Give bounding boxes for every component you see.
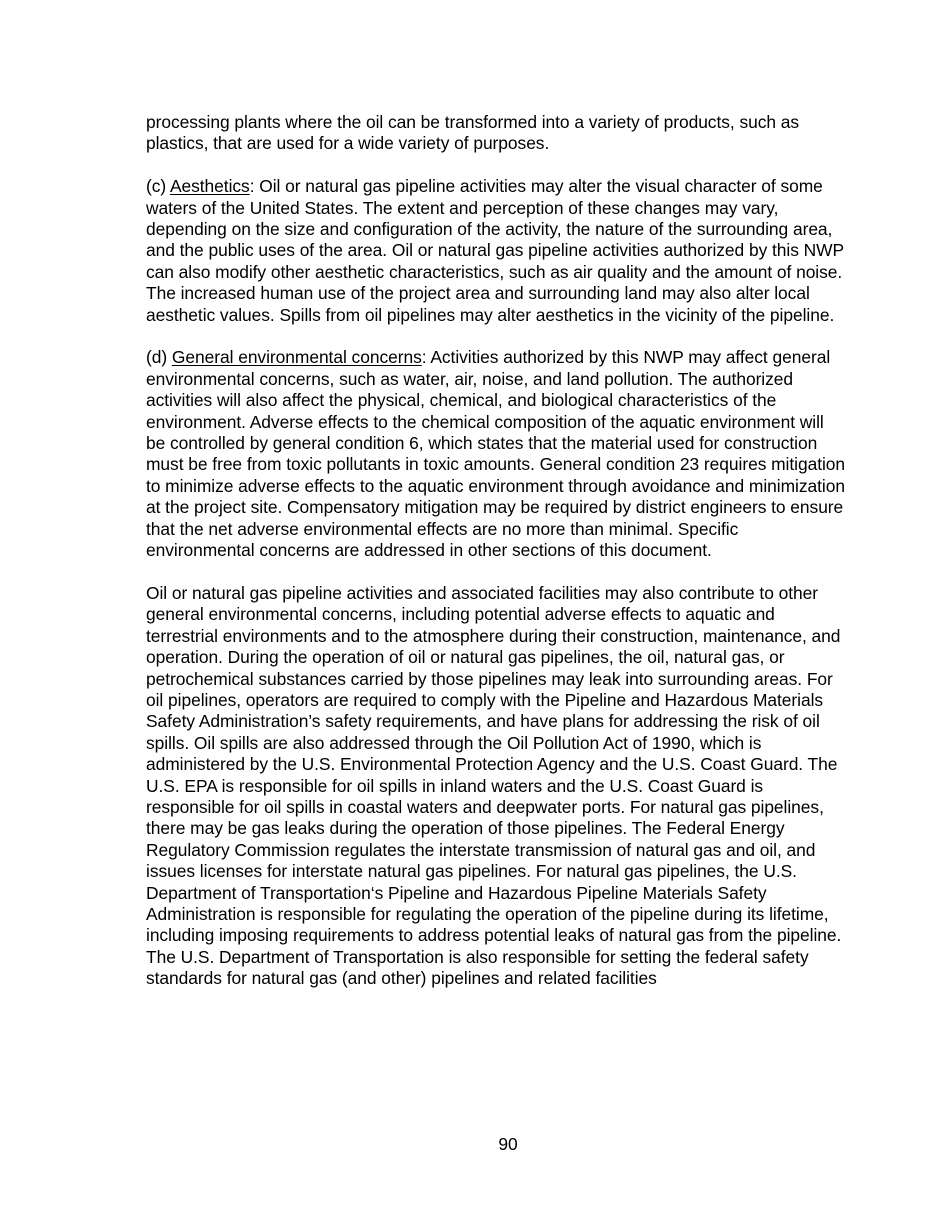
document-body <box>146 112 846 1011</box>
intro-paragraph: processing plants where the oil can be transformed into a variety of products, such as plastics, that are used for a wide variety of purposes. <box>146 112 800 154</box>
section-c-text: : Oil or natural gas pipeline activities may alter the visual character of some waters of the United States. The extent and perception of these changes may vary, depending on the size and configuration of the activity, the nature of the surrounding area, and the public uses of the area. Oil or natural gas pipeline activities authorized by this NWP can also modify other aesthetic characteristics, such as air quality and the amount of noise. The increased human use of the project area and surrounding land may also alter local aesthetic values. Spills from oil pipelines may alter aesthetics in the vicinity of the pipeline. <box>146 176 844 325</box>
page-number: 90 <box>498 1134 518 1154</box>
section-general-environmental-concerns <box>146 347 846 561</box>
section-c-heading: Aesthetics <box>169 176 250 197</box>
section-aesthetics <box>146 176 846 326</box>
section-d-heading: General environmental concerns <box>171 347 422 368</box>
section-c-prefix: (c) <box>146 176 170 197</box>
section-d-prefix: (d) <box>146 347 172 368</box>
section-d-text: : Activities authorized by this NWP may affect general environmental concerns, such as water, air, noise, and land pollution. The authorized activities will also affect the physical, chemical, and biological characteristics of the environment. Adverse effects to the chemical composition of the aquatic environment will be controlled by general condition 6, which states that the material used for construction must be free from toxic pollutants in toxic amounts. General condition 23 requires mitigation to minimize adverse effects to the aquatic environment through avoidance and minimization at the project site. Compensatory mitigation may be required by district engineers to ensure that the net adverse environmental effects are no more than minimal. Specific environmental concerns are addressed in other sections of this document. <box>146 347 846 561</box>
pipeline-concerns-paragraph: Oil or natural gas pipeline activities and associated facilities may also contribute to other general environmental concerns, including potential adverse effects to aquatic and terrestrial environments and to the atmosphere during their construction, maintenance, and operation. During the operation of oil or natural gas pipelines, the oil, natural gas, or petrochemical substances carried by those pipelines may leak into surrounding areas. For oil pipelines, operators are required to comply with the Pipeline and Hazardous Materials Safety Administration’s safety requirements, and have plans for addressing the risk of oil spills. Oil spills are also addressed through the Oil Pollution Act of 1990, which is administered by the U.S. Environmental Protection Agency and the U.S. Coast Guard. The U.S. EPA is responsible for oil spills in inland waters and the U.S. Coast Guard is responsible for oil spills in coastal waters and deepwater ports. For natural gas pipelines, there may be gas leaks during the operation of those pipelines. The Federal Energy Regulatory Commission regulates the interstate transmission of natural gas and oil, and issues licenses for interstate natural gas pipelines. For natural gas pipelines, the U.S. Department of Transportation‘s Pipeline and Hazardous Pipeline Materials Safety Administration is responsible for regulating the operation of the pipeline during its lifetime, including imposing requirements to address potential leaks of natural gas from the pipeline. The U.S. Department of Transportation is also responsible for setting the federal safety standards for natural gas (and other) pipelines and related facilities <box>146 582 842 989</box>
